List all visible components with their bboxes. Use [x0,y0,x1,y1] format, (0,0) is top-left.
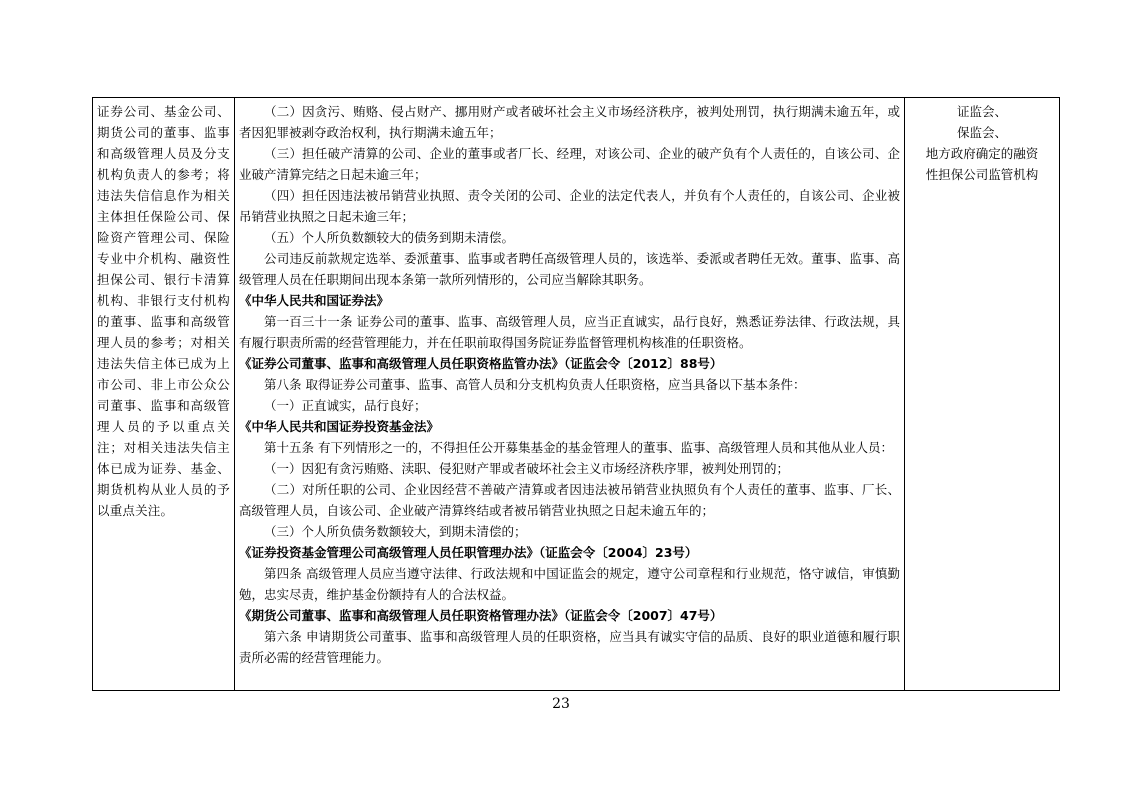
law-paragraph: （一）因犯有贪污贿赂、渎职、侵犯财产罪或者破坏社会主义市场经济秩序罪，被判处刑罚的； [264,461,790,476]
law-paragraph: （二）因贪污、贿赂、侵占财产、挪用财产或者破坏社会主义市场经济秩序，被判处刑罚，执行期满未逾五年，或者因犯罪被剥夺政治权利，执行期满未逾五年； [239,104,900,140]
measures-text: 证券公司、基金公司、期货公司的董事、监事和高级管理人员及分支机构负责人的参考；将违法失信信息作为相关主体担任保险公司、保险资产管理公司、保险专业中介机构、融资性担保公司、银行卡清算机构、非银行支付机构的董事、监事和高级管理人员的参考；对相关违法失信主体已成为上市公司、非上市公众公司董事、监事和高级管理人员的予以重点关注；对相关违法失信主体已成为证券、基金、期货机构从业人员的予以重点关注。 [97,104,230,518]
page-number: 23 [552,696,570,712]
law-title: 《期货公司董事、监事和高级管理人员任职资格管理办法》（证监会令〔2007〕47号） [239,608,723,623]
law-paragraph: 公司违反前款规定选举、委派董事、监事或者聘任高级管理人员的，该选举、委派或者聘任无效。董事、监事、高级管理人员在任职期间出现本条第一款所列情形的，公司应当解除其职务。 [239,251,900,287]
law-paragraph: 第十五条 有下列情形之一的，不得担任公开募集基金的基金管理人的董事、监事、高级管理人员和其他从业人员： [264,440,893,455]
law-title: 《证券投资基金管理公司高级管理人员任职管理办法》（证监会令〔2004〕23号） [239,545,698,560]
legal-basis-cell [235,98,905,691]
agency-line: 保监会、 [956,125,1007,140]
law-paragraph: （五）个人所负数额较大的债务到期未清偿。 [264,230,515,245]
implementing-agency-list [909,101,1055,185]
law-paragraph: （二）对所任职的公司、企业因经营不善破产清算或者因违法被吊销营业执照负有个人责任的董事、监事、厂长、高级管理人员，自该公司、企业破产清算终结或者被吊销营业执照之日起未逾五年的； [239,482,900,518]
document-table [92,97,1060,691]
law-title: 《证券公司董事、监事和高级管理人员任职资格监管办法》（证监会令〔2012〕88号） [239,356,723,371]
measures-cell [93,98,235,691]
table-row [93,98,1060,691]
agency-line: 地方政府确定的融资 [925,146,1039,161]
law-paragraph: 第一百三十一条 证券公司的董事、监事、高级管理人员，应当正直诚实，品行良好，熟悉证券法律、行政法规，具有履行职责所需的经营管理能力，并在任职前取得国务院证券监督管理机构核准的任职资格。 [239,314,900,350]
law-paragraph: （三）担任破产清算的公司、企业的董事或者厂长、经理，对该公司、企业的破产负有个人责任的，自该公司、企业破产清算完结之日起未逾三年； [239,146,900,182]
law-title: 《中华人民共和国证券法》 [239,293,390,308]
law-title: 《中华人民共和国证券投资基金法》 [239,419,440,434]
law-paragraph: （三）个人所负债务数额较大，到期未清偿的； [264,524,527,539]
law-paragraph: （四）担任因违法被吊销营业执照、责令关闭的公司、企业的法定代表人，并负有个人责任的，自该公司、企业被吊销营业执照之日起未逾三年； [239,188,900,224]
law-paragraph: （一）正直诚实，品行良好； [264,398,427,413]
agency-line: 性担保公司监管机构 [925,167,1039,182]
implementing-agency-cell [905,98,1060,691]
law-paragraph: 第六条 申请期货公司董事、监事和高级管理人员的任职资格，应当具有诚实守信的品质、良好的职业道德和履行职责所必需的经营管理能力。 [239,629,900,665]
agency-line: 证监会、 [956,104,1007,119]
law-paragraph: 第四条 高级管理人员应当遵守法律、行政法规和中国证监会的规定，遵守公司章程和行业规范，恪守诚信，审慎勤勉，忠实尽责，维护基金份额持有人的合法权益。 [239,566,900,602]
law-paragraph: 第八条 取得证券公司董事、监事、高管人员和分支机构负责人任职资格，应当具备以下基本条件： [264,377,806,392]
